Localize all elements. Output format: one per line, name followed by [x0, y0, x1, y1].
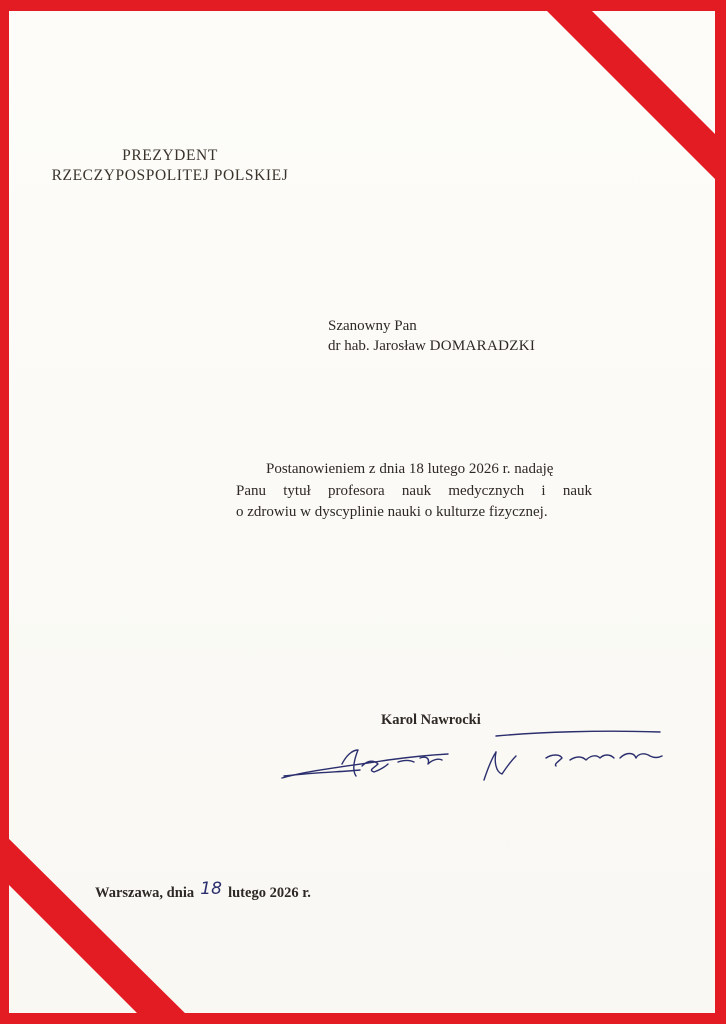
body-line-3: o zdrowiu w dyscyplinie nauki o kulturze fizycznej.	[236, 504, 548, 520]
recipient-title-name: dr hab. Jarosław	[328, 338, 426, 354]
handwritten-day: 18	[200, 879, 222, 899]
letterhead-line-2: RZECZYPOSPOLITEJ POLSKIEJ	[51, 167, 289, 184]
salutation: Szanowny Pan	[328, 318, 417, 334]
letterhead-line-1: PREZYDENT	[122, 147, 218, 164]
recipient-address	[328, 316, 535, 356]
body-line-2: Panu tytuł profesora nauk medycznych i nauk	[236, 482, 592, 499]
recipient-surname: DOMARADZKI	[429, 338, 536, 354]
place-date-suffix: lutego 2026 r.	[228, 885, 311, 901]
place-date-prefix: Warszawa, dnia	[95, 885, 195, 901]
ribbon-bottom-left	[0, 830, 196, 1024]
ribbon-top-right	[536, 0, 726, 190]
recipient-name	[328, 336, 535, 356]
letter-body	[236, 459, 592, 524]
signatory-name: Karol Nawrocki	[381, 712, 481, 728]
place-and-date	[95, 879, 311, 902]
handwritten-signature	[270, 720, 670, 790]
body-line-1: Postanowieniem z dnia 18 lutego 2026 r. nadaję	[266, 461, 554, 477]
letterhead	[36, 146, 304, 186]
